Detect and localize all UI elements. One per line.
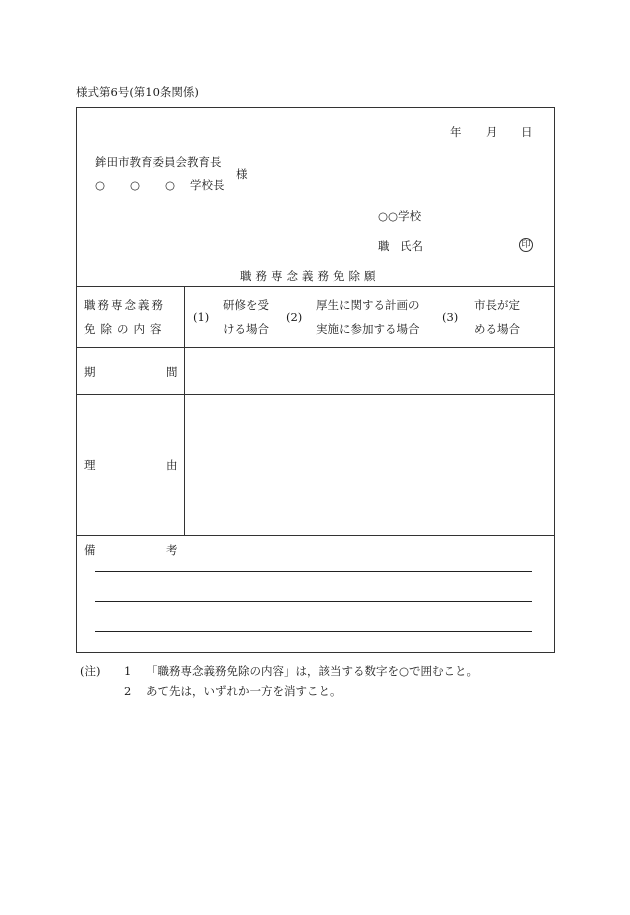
remarks-label-start: 備 [84, 543, 96, 557]
applicant-school: ○○学校 [378, 209, 422, 223]
option-1-text-1: 研修を受 [223, 298, 269, 312]
option-2-number: (2) [286, 310, 303, 324]
option-3-number: (3) [442, 310, 459, 324]
seal-icon: 印 [519, 238, 533, 252]
table-divider [76, 535, 555, 536]
reason-label-start: 理 [84, 458, 96, 472]
table-divider [76, 347, 555, 348]
note-1-number: 1 [124, 664, 132, 678]
note-1-text: 「職務専念義務免除の内容」は，該当する数字を○で囲むこと。 [146, 664, 479, 678]
remarks-line [95, 571, 532, 572]
addressee-circle-2: ○ [130, 178, 141, 192]
addressee-line-2-suffix: 学校長 [190, 178, 225, 192]
addressee-honorific: 様 [236, 167, 248, 181]
remarks-line [95, 601, 532, 602]
option-1-number: (1) [193, 310, 210, 324]
exemption-content-label-1: 職務専念義務 [84, 298, 165, 312]
date-year-label: 年 [450, 125, 462, 139]
option-2-text-1: 厚生に関する計画の [316, 298, 420, 312]
notes-prefix: (注) [80, 664, 101, 678]
option-2-text-2: 実施に参加する場合 [316, 322, 420, 336]
reason-label-end: 由 [166, 458, 178, 472]
option-1-text-2: ける場合 [223, 322, 269, 336]
exemption-content-label-2: 免除の内容 [84, 322, 167, 336]
form-title: 職務専念義務免除願 [240, 269, 380, 283]
table-divider [76, 286, 555, 287]
addressee-line-1: 鉾田市教育委員会教育長 [95, 155, 222, 169]
table-divider [76, 394, 555, 395]
option-3-text-2: める場合 [474, 322, 520, 336]
addressee-circle-1: ○ [95, 178, 106, 192]
date-day-label: 日 [521, 125, 533, 139]
period-label-end: 間 [166, 365, 178, 379]
applicant-name-label: 氏名 [400, 239, 423, 253]
note-2-number: 2 [124, 684, 132, 698]
addressee-circle-3: ○ [165, 178, 176, 192]
date-month-label: 月 [486, 125, 498, 139]
option-3-text-1: 市長が定 [474, 298, 520, 312]
applicant-title: 職 [378, 239, 390, 253]
remarks-label-end: 考 [166, 543, 178, 557]
note-2-text: あて先は，いずれか一方を消すこと。 [146, 684, 342, 698]
remarks-line [95, 631, 532, 632]
form-number-label: 様式第6号(第10条関係) [76, 85, 199, 99]
table-column-divider [184, 286, 185, 535]
period-label-start: 期 [84, 365, 96, 379]
